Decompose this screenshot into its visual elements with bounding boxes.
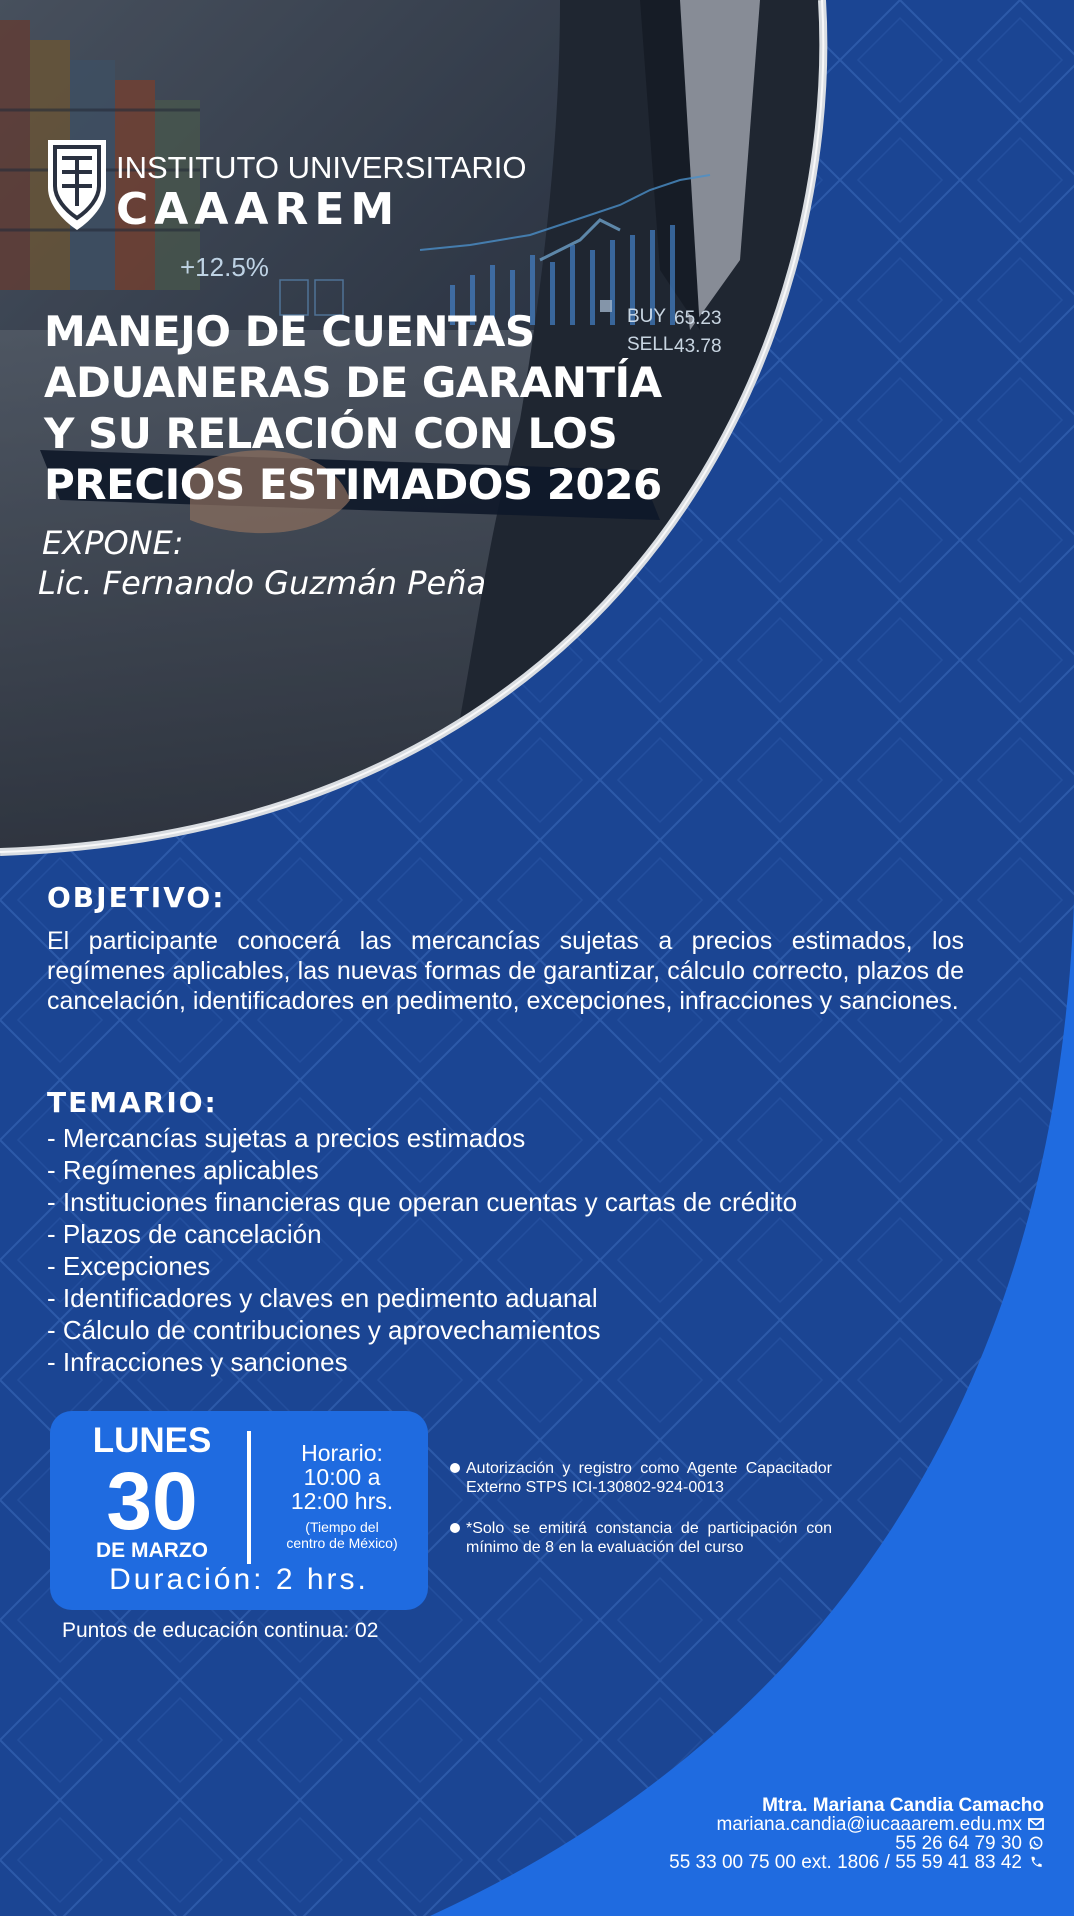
timezone-note-line: (Tiempo del [305, 1519, 379, 1535]
objective-heading: OBJETIVO: [47, 881, 226, 914]
buy-label: BUY [627, 306, 667, 327]
phone-icon [1028, 1855, 1044, 1869]
mail-icon [1028, 1817, 1044, 1831]
timezone-note-line: centro de México) [286, 1535, 398, 1551]
course-title [44, 306, 684, 510]
sell-label: SELL [627, 334, 674, 355]
bullet-icon [450, 1463, 460, 1473]
contact-phones-row[interactable] [669, 1853, 1044, 1872]
note-text: *Solo se emitirá constancia de participación con mínimo de 8 en la evaluación del curso [466, 1520, 832, 1556]
time-start: 10:00 a [303, 1464, 381, 1490]
chart-percent-overlay: +12.5% [180, 252, 269, 282]
day-name: LUNES [92, 1421, 212, 1460]
notes [448, 1459, 832, 1579]
note-item [448, 1459, 832, 1497]
buy-value: 65.23 [674, 308, 722, 329]
objective-text: El participante conocerá las mercancías sujetas a precios estimados, los regímenes aplicables, las nuevas formas de garantizar, cálculo correcto, plazos de cancelación, identificadores en pedimento, excepciones, infracciones y sanciones. [47, 927, 964, 1015]
title-line: ADUANERAS DE GARANTÍA [44, 358, 662, 407]
time-end: 12:00 hrs. [290, 1488, 394, 1514]
contact-block [669, 1796, 1044, 1872]
note-text: Autorización y registro como Agente Capacitador Externo STPS ICI-130802-924-0013 [466, 1460, 832, 1496]
whatsapp-icon [1028, 1836, 1044, 1850]
syllabus-list [47, 1122, 797, 1378]
syllabus-item: - Plazos de cancelación [47, 1219, 322, 1249]
note-item [448, 1519, 832, 1557]
syllabus-item: - Cálculo de contribuciones y aprovechamientos [47, 1315, 601, 1345]
syllabus-item: - Infracciones y sanciones [47, 1347, 348, 1377]
sell-value: 43.78 [674, 336, 722, 357]
syllabus-item: - Identificadores y claves en pedimento aduanal [47, 1283, 598, 1313]
schedule-box [50, 1411, 428, 1610]
speaker-label: EXPONE: [42, 524, 184, 562]
title-line: PRECIOS ESTIMADOS 2026 [44, 460, 662, 509]
duration: Duración: 2 hrs. [109, 1563, 369, 1596]
syllabus-item: - Instituciones financieras que operan cuentas y cartas de crédito [47, 1187, 798, 1217]
syllabus-heading: TEMARIO: [47, 1086, 218, 1119]
logo-brand-name: CAAAREM [116, 184, 401, 235]
logo-institute-line: INSTITUTO UNIVERSITARIO [116, 150, 527, 185]
month: DE MARZO [96, 1539, 208, 1562]
contact-phones[interactable]: 55 33 00 75 00 ext. 1806 / 55 59 41 83 42 [669, 1852, 1022, 1873]
title-line: Y SU RELACIÓN CON LOS [44, 409, 618, 458]
contact-whatsapp[interactable]: 55 26 64 79 30 [895, 1833, 1022, 1854]
syllabus-item: - Excepciones [47, 1251, 211, 1281]
day-number: 30 [106, 1456, 198, 1547]
contact-name: Mtra. Mariana Candia Camacho [762, 1795, 1044, 1816]
time-block [258, 1441, 426, 1513]
title-line: MANEJO DE CUENTAS [44, 307, 535, 356]
syllabus-item: - Mercancías sujetas a precios estimados [47, 1123, 526, 1153]
speaker-name: Lic. Fernando Guzmán Peña [38, 564, 487, 602]
contact-whatsapp-row[interactable] [669, 1834, 1044, 1853]
contact-email[interactable]: mariana.candia@iucaaarem.edu.mx [716, 1814, 1022, 1835]
bullet-icon [450, 1523, 460, 1533]
time-label: Horario: [301, 1440, 383, 1466]
continuing-education-points: Puntos de educación continua: 02 [62, 1619, 379, 1642]
timezone-note [258, 1519, 426, 1551]
syllabus-item: - Regímenes aplicables [47, 1155, 319, 1185]
divider [247, 1431, 251, 1564]
contact-email-row[interactable] [669, 1815, 1044, 1834]
